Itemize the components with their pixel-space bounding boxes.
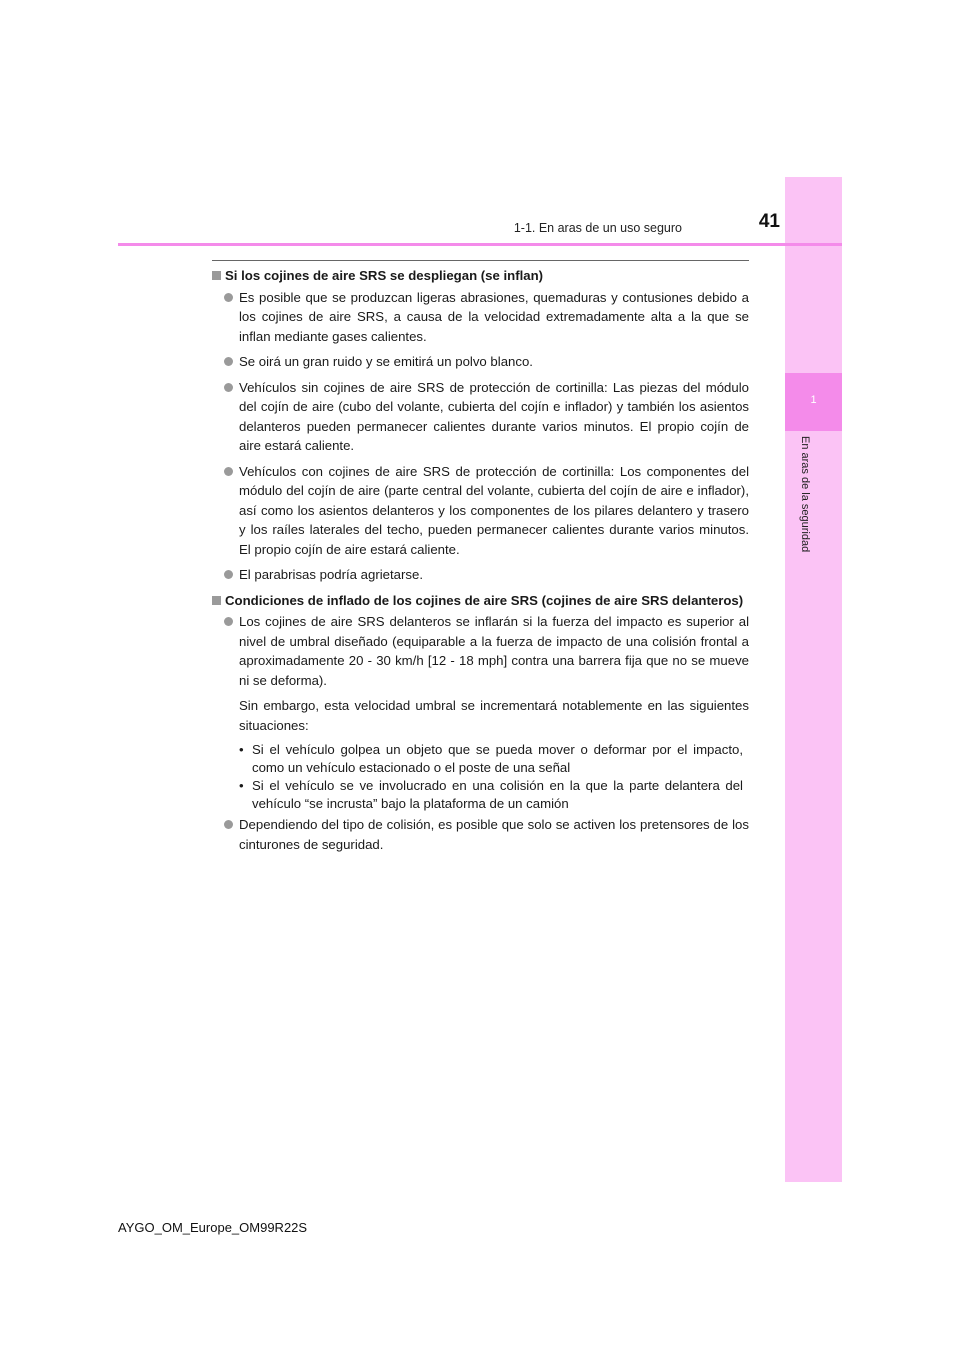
- list-item-text: Se oirá un gran ruido y se emitirá un polvo blanco.: [239, 354, 533, 369]
- content-top-rule: [212, 260, 749, 261]
- list-item-text: Dependiendo del tipo de colisión, es posible que solo se activen los pretensores de los cinturones de seguridad.: [239, 817, 749, 852]
- list-item: [212, 288, 749, 347]
- chapter-title: En aras de la seguridad: [799, 436, 811, 553]
- circle-bullet-icon: [224, 467, 233, 476]
- chapter-number: 1: [810, 394, 817, 406]
- circle-bullet-icon: [224, 617, 233, 626]
- header-section-title: 1-1. En aras de un uso seguro: [513, 221, 682, 235]
- circle-bullet-icon: [224, 293, 233, 302]
- list-item-text: El parabrisas podría agrietarse.: [239, 567, 423, 582]
- list-item: [212, 378, 749, 456]
- header-rule: [118, 243, 842, 246]
- circle-bullet-icon: [224, 570, 233, 579]
- paragraph: Sin embargo, esta velocidad umbral se incrementará notablemente en las siguientes situaciones:: [239, 698, 749, 733]
- page-content: [212, 266, 749, 857]
- list-item: [212, 565, 749, 585]
- square-bullet-icon: [212, 596, 221, 605]
- chapter-side-tab: [785, 177, 842, 1182]
- circle-bullet-icon: [224, 357, 233, 366]
- sub-list-item-text: Si el vehículo golpea un objeto que se pueda mover o deformar por el impacto, como un vehículo estacionado o el poste de una señal: [252, 742, 743, 775]
- circle-bullet-icon: [224, 820, 233, 829]
- sub-list-item: [212, 777, 749, 813]
- small-dot-icon: •: [239, 742, 244, 757]
- list-item-text: Es posible que se produzcan ligeras abrasiones, quemaduras y contusiones debido a los cojines de aire SRS, a causa de la velocidad extremadamente alta a la que se inflan mediante gases calientes.: [239, 289, 749, 344]
- footer-code: AYGO_OM_Europe_OM99R22S: [118, 1220, 308, 1235]
- list-item-text: Vehículos sin cojines de aire SRS de protección de cortinilla: Las piezas del módulo del cojín de aire (cubo del volante, cubierta del cojín e inflador) y también los asientos delanteros pueden permanecer calientes durante varios minutos. El propio cojín de aire estará caliente.: [239, 379, 749, 453]
- small-dot-icon: •: [239, 778, 244, 793]
- list-item: [212, 352, 749, 372]
- page-number: 41: [758, 211, 780, 232]
- section-heading-text: Condiciones de inflado de los cojines de aire SRS (cojines de aire SRS delanteros): [225, 592, 744, 608]
- circle-bullet-icon: [224, 383, 233, 392]
- list-item-text: Los cojines de aire SRS delanteros se inflarán si la fuerza del impacto es superior al nivel de umbral diseñado (equiparable a la fuerza de impacto de una colisión frontal a aproximadamente 20 - 30 km/h [12 - 18 mph] contra una barrera fija que no se mueve ni se deforma).: [239, 614, 749, 688]
- list-item: [212, 462, 749, 560]
- square-bullet-icon: [212, 271, 221, 280]
- list-item: [212, 612, 749, 690]
- sub-list-item: [212, 741, 749, 777]
- list-item: [212, 815, 749, 854]
- section-heading: [212, 266, 749, 286]
- section-heading: [212, 591, 749, 611]
- list-item-text: Vehículos con cojines de aire SRS de protección de cortinilla: Los componentes del módulo del cojín de aire (parte central del volante, cubierta del cojín de aire e inflador), así como los asientos delanteros y los componentes de los pilares delantero y trasero y los raíles laterales del techo, pueden permanecer calientes durante varios minutos. El propio cojín de aire estará caliente.: [239, 463, 749, 557]
- section-heading-text: Si los cojines de aire SRS se despliegan (se inflan): [225, 268, 544, 283]
- sub-list-item-text: Si el vehículo se ve involucrado en una colisión en la que la parte delantera del vehículo “se incrusta” bajo la plataforma de un camión: [252, 778, 743, 811]
